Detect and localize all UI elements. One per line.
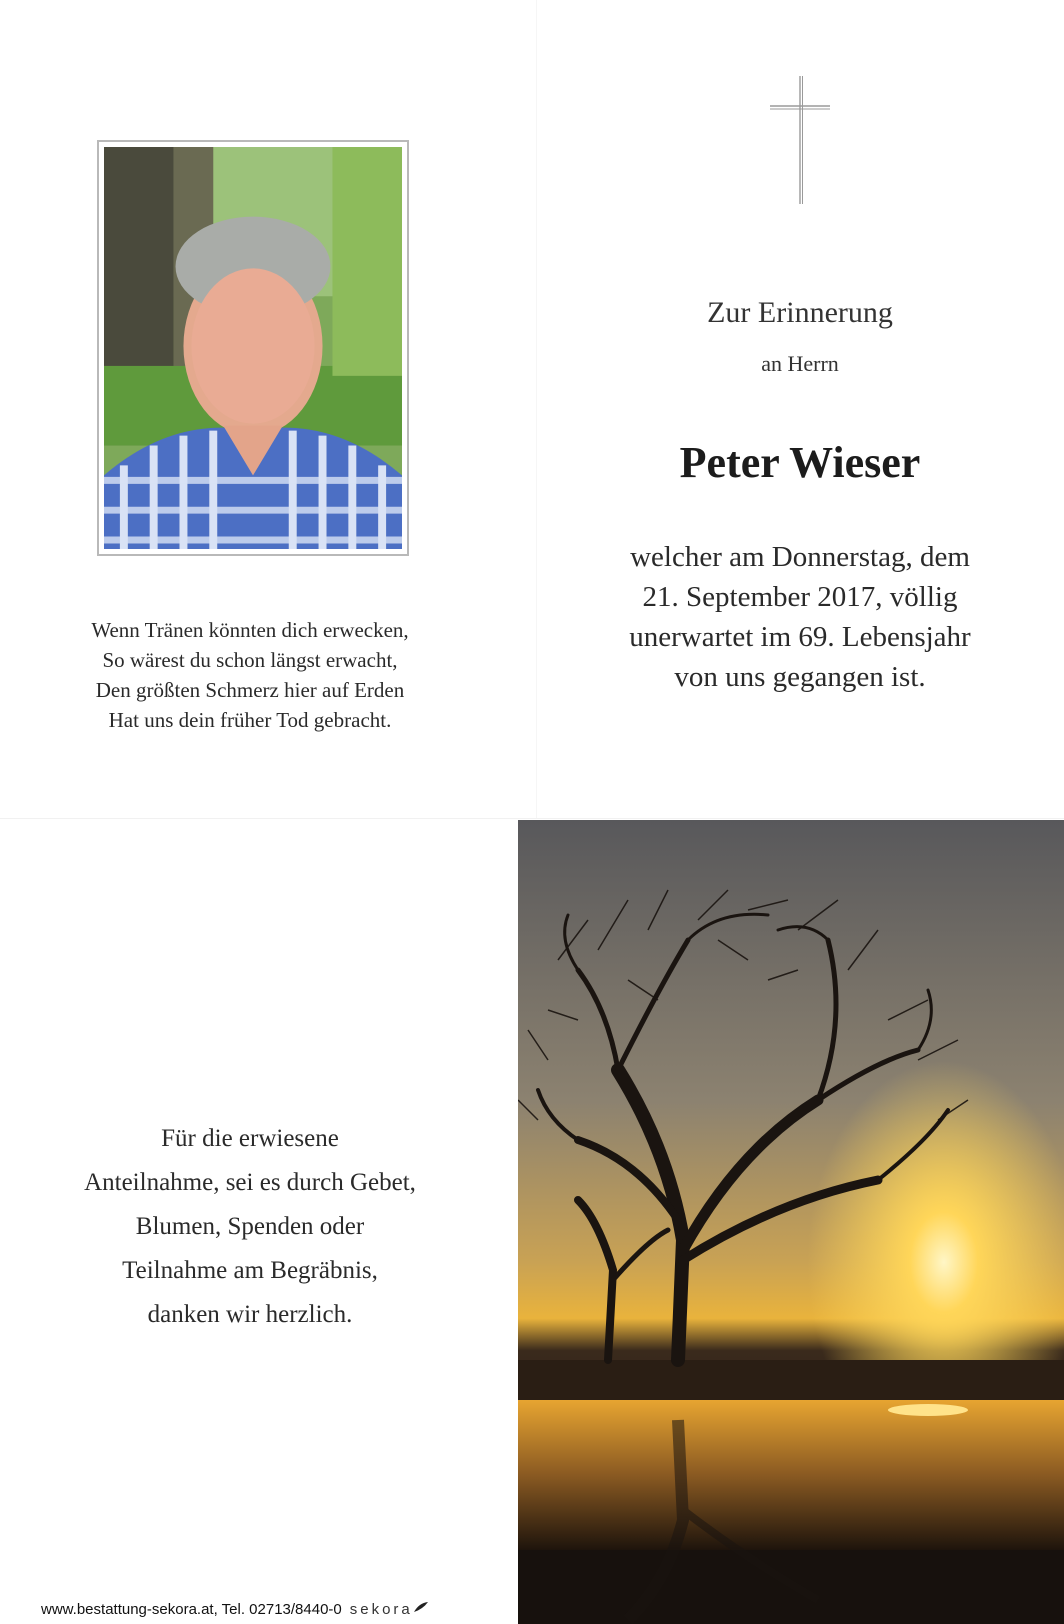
thanks-line: Teilnahme am Begräbnis, (122, 1257, 378, 1284)
thanks-line: danken wir herzlich. (147, 1301, 353, 1328)
memorial-title: Zur Erinnerung (707, 296, 893, 329)
cross-icon (770, 76, 830, 204)
leaf-icon (413, 1601, 429, 1613)
memorial-subtitle: an Herrn (761, 351, 839, 376)
sunset-scene (518, 820, 1064, 1624)
sunset-tree-image (518, 820, 1064, 1624)
footer (41, 1601, 429, 1618)
obituary-text (580, 537, 1020, 697)
deceased-name: Peter Wieser (679, 438, 921, 487)
portrait-photo (97, 140, 409, 556)
thanks-line: Für die erwiesene (161, 1125, 339, 1152)
thanks-line: Blumen, Spenden oder (135, 1213, 365, 1240)
obituary-line: von uns gegangen ist. (674, 661, 926, 693)
poem-line: Wenn Tränen könnten dich erwecken, (91, 618, 409, 642)
footer-contact: www.bestattung-sekora.at, Tel. 02713/8440-0 (41, 1601, 342, 1618)
thanks-line: Anteilnahme, sei es durch Gebet, (84, 1169, 416, 1196)
poem-line: So wärest du schon längst erwacht, (102, 648, 398, 672)
obituary-line: welcher am Donnerstag, dem (630, 541, 970, 573)
poem (30, 615, 470, 735)
brand-name: sekora (349, 1601, 413, 1618)
fold-line-vertical (536, 0, 537, 818)
obituary-line: unerwartet im 69. Lebensjahr (629, 621, 971, 653)
portrait-image (104, 147, 402, 549)
thanks-text (30, 1117, 470, 1337)
fold-line-horizontal (0, 818, 1064, 819)
obituary-line: 21. September 2017, völlig (642, 581, 958, 613)
poem-line: Hat uns dein früher Tod gebracht. (108, 708, 392, 732)
poem-line: Den größten Schmerz hier auf Erden (95, 678, 405, 702)
